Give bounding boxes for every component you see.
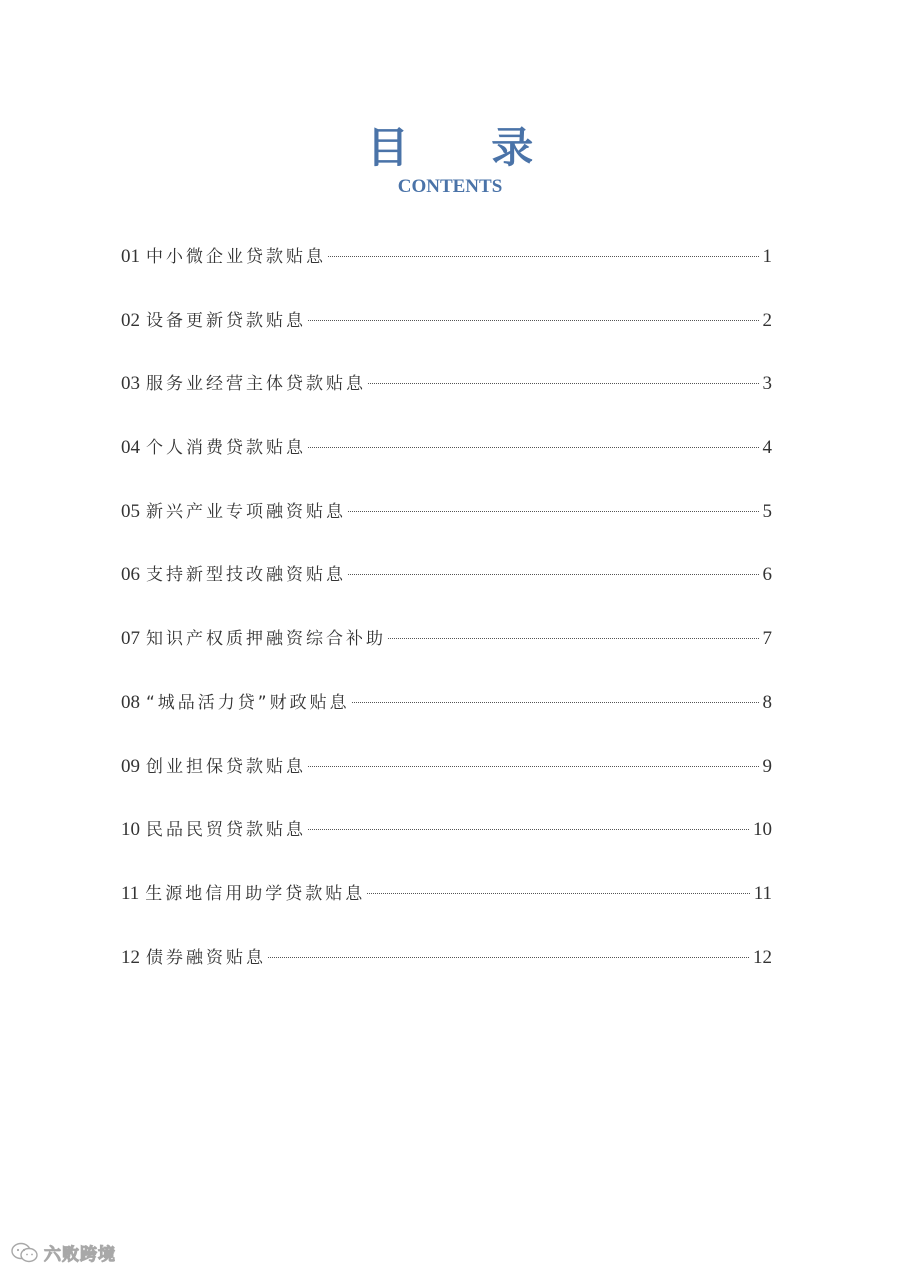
toc-entry-label: 生源地信用助学贷款贴息 (145, 883, 366, 904)
toc-entry-04[interactable] (121, 434, 772, 498)
toc-entry-label: “城品活力贷”财政贴息 (146, 692, 350, 713)
toc-entry-05[interactable] (121, 498, 772, 562)
toc-entry-number: 12 (121, 946, 140, 968)
toc-dot-leader (308, 766, 759, 767)
toc-entry-page: 4 (762, 437, 772, 459)
toc-dot-leader (388, 638, 759, 639)
toc-entry-number: 09 (121, 755, 140, 777)
toc-entry-page: 3 (762, 373, 772, 395)
toc-entry-page: 9 (762, 755, 772, 777)
toc-entry-number: 10 (121, 819, 140, 841)
toc-entry-03[interactable] (121, 370, 772, 434)
toc-entry-number: 05 (121, 500, 140, 522)
toc-entry-label: 创业担保贷款贴息 (146, 756, 306, 777)
toc-entry-12[interactable] (121, 944, 772, 1008)
toc-entry-08[interactable] (121, 689, 772, 753)
watermark (10, 1240, 116, 1265)
toc-entry-page: 10 (753, 819, 772, 841)
toc-entry-page: 2 (762, 309, 772, 331)
toc-entry-02[interactable] (121, 307, 772, 371)
toc-entry-label: 民品民贸贷款贴息 (146, 820, 306, 841)
toc-entry-01[interactable] (121, 243, 772, 307)
toc-entry-page: 11 (753, 882, 772, 904)
toc-entry-label: 中小微企业贷款贴息 (146, 247, 326, 267)
toc-entry-number: 04 (121, 437, 140, 459)
page-title: 目 录 (366, 123, 568, 172)
toc-dot-leader (348, 574, 759, 575)
wechat-logo-icon (10, 1241, 40, 1265)
toc-entry-06[interactable] (121, 561, 772, 625)
toc-entry-number: 01 (121, 246, 140, 267)
toc-dot-leader (308, 447, 759, 448)
toc-dot-leader (308, 320, 759, 321)
toc-entry-09[interactable] (121, 753, 772, 817)
toc-dot-leader (268, 957, 749, 958)
toc-entry-number: 03 (121, 373, 140, 395)
toc-dot-leader (348, 511, 759, 512)
toc-entry-label: 债券融资贴息 (146, 947, 266, 968)
toc-entry-number: 06 (121, 564, 140, 586)
toc-entry-page: 5 (762, 500, 772, 522)
toc-entry-page: 6 (762, 564, 772, 586)
toc-entry-label: 新兴产业专项融资贴息 (146, 501, 346, 522)
toc-entry-label: 设备更新贷款贴息 (146, 310, 306, 331)
toc-entry-page: 1 (762, 246, 772, 267)
toc-entry-label: 支持新型技改融资贴息 (146, 565, 346, 586)
toc-dot-leader (367, 893, 749, 894)
toc-entry-07[interactable] (121, 625, 772, 689)
toc-entry-page: 7 (762, 628, 772, 650)
table-of-contents (121, 243, 772, 1007)
toc-entry-11[interactable] (121, 880, 772, 944)
toc-dot-leader (368, 383, 759, 384)
toc-entry-label: 服务业经营主体贷款贴息 (146, 374, 366, 395)
toc-dot-leader (352, 702, 759, 703)
watermark-text: 六败跨境 (44, 1245, 116, 1265)
toc-dot-leader (308, 829, 749, 830)
toc-entry-number: 07 (121, 628, 140, 650)
toc-entry-number: 11 (121, 882, 140, 904)
toc-entry-number: 08 (121, 691, 140, 713)
toc-entry-10[interactable] (121, 816, 772, 880)
toc-dot-leader (328, 256, 759, 257)
page-subtitle: CONTENTS (397, 176, 503, 197)
toc-entry-label: 个人消费贷款贴息 (146, 438, 306, 459)
toc-entry-label: 知识产权质押融资综合补助 (146, 629, 386, 650)
toc-entry-page: 12 (753, 946, 772, 968)
toc-entry-page: 8 (762, 691, 772, 713)
toc-entry-number: 02 (121, 309, 140, 331)
